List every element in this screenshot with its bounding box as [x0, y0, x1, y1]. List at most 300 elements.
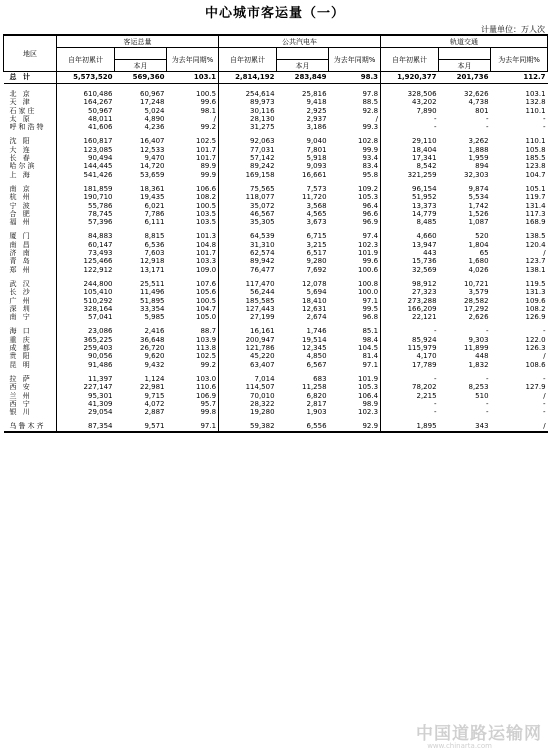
value-cell: 343 — [439, 422, 491, 431]
table-row — [4, 344, 548, 352]
region-cell: 贵 阳 — [4, 352, 57, 360]
value-cell: 181,859 — [83, 184, 113, 193]
value-cell: 17,789 — [412, 360, 437, 369]
value-cell: 51,952 — [412, 193, 437, 202]
value-cell: 99.3 — [329, 123, 381, 131]
value-cell: 3,186 — [306, 123, 327, 132]
value-cell: 104.7 — [167, 305, 219, 313]
table-row — [4, 202, 548, 210]
value-cell: 106.6 — [167, 185, 219, 193]
value-cell: 2,215 — [416, 391, 437, 400]
value-cell: 8,542 — [416, 162, 437, 171]
value-cell: 1,895 — [381, 422, 439, 431]
value-cell: 443 — [423, 249, 437, 258]
table-row — [4, 266, 548, 274]
value-cell: 105.8 — [525, 145, 546, 154]
value-cell: 3,568 — [306, 201, 327, 210]
value-cell: - — [486, 123, 489, 132]
value-cell: 6,536 — [144, 240, 165, 249]
header-yoy: 为去年同期% — [491, 48, 548, 72]
region-cell: 海 口 — [4, 327, 57, 335]
value-cell: 328,506 — [407, 90, 437, 98]
value-cell: 8,485 — [416, 218, 437, 227]
value-cell: 448 — [475, 352, 489, 361]
region-cell: 武 汉 — [4, 280, 57, 288]
value-cell: 102.5 — [167, 352, 219, 360]
value-cell: 95.7 — [167, 400, 219, 408]
region-cell: 青 岛 — [4, 257, 57, 265]
value-cell: 105.0 — [167, 313, 219, 321]
table-row — [4, 336, 548, 344]
region-cell: 上 海 — [4, 171, 57, 179]
value-cell: 62,574 — [250, 249, 275, 258]
value-cell: 19,514 — [302, 335, 327, 344]
value-cell: 57,396 — [88, 218, 113, 227]
region-cell: 呼和浩特 — [4, 123, 57, 131]
value-cell: 95,301 — [88, 391, 113, 400]
value-cell: 121,786 — [245, 344, 275, 353]
value-cell: 109.0 — [167, 266, 219, 274]
value-cell: 65 — [479, 249, 489, 258]
value-cell: 101.7 — [167, 146, 219, 154]
value-cell: 9,571 — [115, 422, 167, 431]
value-cell: 7,692 — [306, 265, 327, 274]
value-cell: 103.5 — [167, 218, 219, 226]
value-cell: 105.6 — [167, 288, 219, 296]
value-cell: 9,303 — [468, 335, 489, 344]
value-cell: 98.9 — [329, 400, 381, 408]
value-cell: 103.9 — [167, 336, 219, 344]
value-cell: 126.9 — [525, 313, 546, 322]
value-cell: 41,606 — [88, 123, 113, 132]
value-cell: - — [434, 374, 437, 383]
value-cell: 28,322 — [250, 399, 275, 408]
value-cell: 100.5 — [167, 202, 219, 210]
value-cell: 33,354 — [140, 304, 165, 313]
table-row — [4, 90, 548, 98]
value-cell: 97.1 — [167, 422, 219, 431]
value-cell: 103.1 — [525, 90, 546, 98]
value-cell: 19,435 — [140, 193, 165, 202]
region-cell: 北 京 — [4, 90, 57, 98]
value-cell: 127.9 — [525, 383, 546, 392]
value-cell: 75,565 — [250, 184, 275, 193]
value-cell: 13,947 — [412, 240, 437, 249]
value-cell: 101.9 — [329, 249, 381, 257]
table-row — [4, 107, 548, 115]
value-cell: 365,225 — [83, 335, 113, 344]
value-cell: 106.9 — [167, 392, 219, 400]
table-row — [4, 392, 548, 400]
value-cell: 11,720 — [302, 193, 327, 202]
value-cell: 6,567 — [306, 360, 327, 369]
value-cell: 2,817 — [306, 399, 327, 408]
value-cell: 57,142 — [250, 154, 275, 163]
value-cell: 104.7 — [525, 170, 546, 179]
value-cell: 1,124 — [144, 374, 165, 383]
value-cell: 11,899 — [464, 344, 489, 353]
value-cell: 1,804 — [468, 240, 489, 249]
value-cell: 28,582 — [464, 296, 489, 305]
value-cell: 35,305 — [250, 218, 275, 227]
value-cell: 4,890 — [144, 114, 165, 123]
value-cell: 6,111 — [144, 218, 165, 227]
value-cell: 27,323 — [412, 288, 437, 297]
value-cell: 101.9 — [329, 375, 381, 383]
value-cell: 25,511 — [140, 279, 165, 288]
value-cell: 83.4 — [329, 162, 381, 170]
value-cell: 99.9 — [167, 171, 219, 179]
value-cell: 97.4 — [329, 232, 381, 240]
value-cell: 102.8 — [329, 137, 381, 145]
value-cell: 3,579 — [468, 288, 489, 297]
value-cell: 520 — [475, 232, 489, 241]
region-cell: 济 南 — [4, 249, 57, 257]
value-cell: - — [486, 114, 489, 123]
value-cell: 2,416 — [144, 327, 165, 336]
table-row — [4, 361, 548, 369]
value-cell: 89,942 — [250, 257, 275, 266]
value-cell: 201,736 — [439, 72, 491, 84]
value-cell: 31,310 — [250, 240, 275, 249]
value-cell: 3,215 — [306, 240, 327, 249]
value-cell: 190,710 — [83, 193, 113, 202]
region-cell: 合 肥 — [4, 210, 57, 218]
value-cell: 43,202 — [412, 98, 437, 107]
value-cell: 95.8 — [329, 171, 381, 179]
value-cell: 56,244 — [250, 288, 275, 297]
table-row — [4, 249, 548, 257]
region-cell: 昆 明 — [4, 361, 57, 369]
value-cell: 244,800 — [83, 279, 113, 288]
value-cell: 160,817 — [83, 137, 113, 146]
value-cell: 4,072 — [144, 399, 165, 408]
value-cell: 36,648 — [140, 335, 165, 344]
value-cell: - — [543, 123, 546, 132]
value-cell: 9,418 — [306, 98, 327, 107]
value-cell: 283,849 — [277, 72, 329, 84]
value-cell: 510,292 — [83, 296, 113, 305]
region-cell: 成 都 — [4, 344, 57, 352]
value-cell: 23,086 — [88, 327, 113, 336]
table-row — [4, 383, 548, 391]
value-cell: 96.9 — [329, 218, 381, 226]
region-cell: 天 津 — [4, 98, 57, 106]
value-cell: 90,494 — [88, 154, 113, 163]
value-cell: 8,253 — [468, 383, 489, 392]
value-cell: 6,517 — [306, 249, 327, 258]
value-cell: 99.9 — [329, 146, 381, 154]
value-cell: 48,011 — [88, 114, 113, 123]
value-cell: 64,539 — [250, 232, 275, 241]
value-cell: 50,967 — [88, 106, 113, 115]
header-region: 地区 — [4, 35, 57, 72]
value-cell: 1,832 — [468, 360, 489, 369]
value-cell: 84,883 — [88, 232, 113, 241]
value-cell: 45,220 — [250, 352, 275, 361]
value-cell: 98,912 — [412, 279, 437, 288]
value-cell: 96.6 — [329, 210, 381, 218]
value-cell: - — [486, 327, 489, 336]
value-cell: 98.1 — [167, 107, 219, 115]
value-cell: 99.5 — [329, 305, 381, 313]
region-cell: 长 沙 — [4, 288, 57, 296]
value-cell: 569,360 — [115, 72, 167, 84]
value-cell: 11,496 — [140, 288, 165, 297]
header-yoy: 为去年同期% — [329, 48, 381, 72]
value-cell: / — [491, 422, 548, 431]
value-cell: 11,397 — [88, 374, 113, 383]
region-cell: 西 安 — [4, 383, 57, 391]
value-cell: 98.3 — [329, 72, 381, 84]
value-cell: 35,072 — [250, 201, 275, 210]
value-cell: 4,565 — [306, 209, 327, 218]
value-cell: 9,093 — [306, 162, 327, 171]
value-cell: / — [329, 115, 381, 123]
value-cell: - — [543, 374, 546, 383]
value-cell: 123.7 — [525, 257, 546, 266]
value-cell: 105.3 — [329, 383, 381, 391]
region-cell: 广 州 — [4, 297, 57, 305]
value-cell: 100.5 — [167, 297, 219, 305]
region-cell: 哈尔滨 — [4, 162, 57, 170]
value-cell: 1,959 — [468, 154, 489, 163]
value-cell: 99.6 — [329, 257, 381, 265]
region-cell: 乌鲁木齐 — [4, 422, 57, 431]
value-cell: 70,010 — [250, 391, 275, 400]
value-cell: 32,626 — [464, 90, 489, 98]
value-cell: 32,569 — [412, 265, 437, 274]
value-cell: 113.8 — [167, 344, 219, 352]
value-cell: 106.4 — [329, 392, 381, 400]
value-cell: 27,199 — [250, 313, 275, 322]
value-cell: / — [167, 115, 219, 123]
value-cell: - — [434, 123, 437, 132]
value-cell: 9,470 — [144, 154, 165, 163]
header-cum: 自年初累计 — [219, 48, 277, 72]
value-cell: 125,466 — [83, 257, 113, 266]
value-cell: 108.6 — [525, 360, 546, 369]
value-cell: 57,041 — [88, 313, 113, 322]
value-cell: 1,526 — [468, 209, 489, 218]
value-cell: 85.1 — [329, 327, 381, 335]
value-cell: 123,085 — [83, 145, 113, 154]
value-cell: - — [434, 327, 437, 336]
value-cell: 12,631 — [302, 304, 327, 313]
value-cell: 7,801 — [306, 145, 327, 154]
value-cell: 12,918 — [140, 257, 165, 266]
value-cell: 29,110 — [412, 137, 437, 146]
value-cell: 118,077 — [245, 193, 275, 202]
value-cell: 59,382 — [219, 422, 277, 431]
table-row — [4, 98, 548, 106]
value-cell: 53,659 — [140, 170, 165, 179]
region-cell: 厦 门 — [4, 232, 57, 240]
value-cell: 4,660 — [416, 232, 437, 241]
table-row — [4, 375, 548, 383]
table-row — [4, 137, 548, 145]
region-cell: 银 川 — [4, 408, 57, 416]
value-cell: 9,715 — [144, 391, 165, 400]
value-cell: 101.3 — [167, 232, 219, 240]
value-cell: 114,507 — [245, 383, 275, 392]
value-cell: 2,814,192 — [219, 72, 277, 84]
region-cell: 南 昌 — [4, 241, 57, 249]
value-cell: 6,715 — [306, 232, 327, 241]
value-cell: 30,116 — [250, 106, 275, 115]
value-cell: 2,887 — [144, 408, 165, 417]
value-cell: 6,820 — [306, 391, 327, 400]
value-cell: 123.8 — [525, 162, 546, 171]
watermark-url: www.chinarta.com — [427, 742, 492, 750]
value-cell: 115,979 — [407, 344, 437, 353]
value-cell: 1,746 — [306, 327, 327, 336]
value-cell: 103.1 — [167, 72, 219, 84]
value-cell: 168.9 — [525, 218, 546, 227]
table-row — [4, 171, 548, 179]
value-cell: - — [434, 408, 437, 417]
value-cell: 89.9 — [167, 162, 219, 170]
value-cell: 96.8 — [329, 313, 381, 321]
value-cell: 103.5 — [167, 210, 219, 218]
value-cell: 185.5 — [525, 154, 546, 163]
value-cell: 7,603 — [144, 249, 165, 258]
region-cell: 太 原 — [4, 115, 57, 123]
value-cell: 78,745 — [88, 209, 113, 218]
value-cell: 102.3 — [329, 408, 381, 416]
region-cell: 沈 阳 — [4, 137, 57, 145]
value-cell: 16,407 — [140, 137, 165, 146]
value-cell: 92.9 — [329, 422, 381, 431]
value-cell: 254,614 — [245, 90, 275, 98]
value-cell: 17,248 — [140, 98, 165, 107]
value-cell: 18,404 — [412, 145, 437, 154]
table-row — [4, 280, 548, 288]
value-cell: 610,486 — [83, 90, 113, 98]
header-month: 本月 — [115, 60, 167, 72]
table-row — [4, 297, 548, 305]
table-row — [4, 232, 548, 240]
value-cell: 18,361 — [140, 184, 165, 193]
value-cell: 85,924 — [412, 335, 437, 344]
header-cum: 自年初累计 — [57, 48, 115, 72]
value-cell: 101.7 — [167, 154, 219, 162]
value-cell: 28,130 — [250, 114, 275, 123]
page-title: 中心城市客运量（一） — [204, 6, 345, 21]
value-cell: 4,236 — [144, 123, 165, 132]
value-cell: 96.4 — [329, 202, 381, 210]
value-cell: 99.8 — [167, 408, 219, 416]
value-cell: 25,816 — [302, 90, 327, 98]
value-cell: 2,674 — [306, 313, 327, 322]
value-cell: 107.6 — [167, 280, 219, 288]
value-cell: 101.7 — [167, 249, 219, 257]
value-cell: 103.3 — [167, 257, 219, 265]
table-row — [4, 123, 548, 131]
header-group-total: 客运总量 — [57, 35, 219, 48]
value-cell: 88.7 — [167, 327, 219, 335]
region-cell: 大 连 — [4, 146, 57, 154]
value-cell: 89,973 — [250, 98, 275, 107]
value-cell: 5,534 — [468, 193, 489, 202]
value-cell: 105,410 — [83, 288, 113, 297]
value-cell: 126.3 — [525, 344, 546, 353]
value-cell: / — [543, 391, 546, 400]
value-cell: 5,024 — [144, 106, 165, 115]
region-cell: 石家庄 — [4, 107, 57, 115]
value-cell: 2,937 — [306, 114, 327, 123]
value-cell: 138.5 — [525, 232, 546, 241]
value-cell: 138.1 — [525, 265, 546, 274]
table-row — [4, 313, 548, 321]
table-row — [4, 218, 548, 226]
value-cell: 894 — [475, 162, 489, 171]
value-cell: 144,445 — [83, 162, 113, 171]
value-cell: 131.4 — [525, 201, 546, 210]
value-cell: 51,895 — [140, 296, 165, 305]
value-cell: 6,556 — [277, 422, 329, 431]
value-cell: - — [543, 327, 546, 336]
table-row — [4, 115, 548, 123]
value-cell: 5,573,520 — [57, 72, 115, 84]
region-cell: 南 京 — [4, 185, 57, 193]
value-cell: 259,403 — [83, 344, 113, 353]
value-cell: 200,947 — [245, 335, 275, 344]
value-cell: 22,121 — [412, 313, 437, 322]
value-cell: 87,354 — [57, 422, 115, 431]
value-cell: 102.5 — [167, 137, 219, 145]
value-cell: 16,161 — [250, 327, 275, 336]
value-cell: 104.8 — [167, 241, 219, 249]
value-cell: 5,985 — [144, 313, 165, 322]
value-cell: 60,967 — [140, 90, 165, 98]
table-row — [4, 305, 548, 313]
value-cell: 8,815 — [144, 232, 165, 241]
value-cell: 81.4 — [329, 352, 381, 360]
value-cell: 105.1 — [525, 184, 546, 193]
value-cell: 541,426 — [83, 170, 113, 179]
region-cell: 深 圳 — [4, 305, 57, 313]
value-cell: 100.0 — [329, 288, 381, 296]
value-cell: 683 — [313, 374, 327, 383]
table-row — [4, 400, 548, 408]
value-cell: 90,056 — [88, 352, 113, 361]
value-cell: 110.1 — [525, 106, 546, 115]
value-cell: 9,874 — [468, 184, 489, 193]
value-cell: 12,345 — [302, 344, 327, 353]
value-cell: 119.5 — [525, 279, 546, 288]
value-cell: 103.0 — [167, 375, 219, 383]
value-cell: 110.1 — [525, 137, 546, 146]
table-row — [4, 146, 548, 154]
value-cell: 92.8 — [329, 107, 381, 115]
region-cell: 重 庆 — [4, 336, 57, 344]
value-cell: 510 — [475, 391, 489, 400]
value-cell: 166,209 — [407, 304, 437, 313]
value-cell: 109.2 — [329, 185, 381, 193]
value-cell: 46,567 — [250, 209, 275, 218]
total-row — [4, 72, 548, 84]
value-cell: 88.5 — [329, 98, 381, 106]
value-cell: 132.8 — [525, 98, 546, 107]
value-cell: 164,267 — [83, 98, 113, 107]
value-cell: 93.4 — [329, 154, 381, 162]
table-row — [4, 193, 548, 201]
table-row — [4, 422, 548, 431]
watermark-logo: 中国道路运输网 — [416, 724, 542, 744]
value-cell: 117,470 — [245, 279, 275, 288]
value-cell: 89,242 — [250, 162, 275, 171]
